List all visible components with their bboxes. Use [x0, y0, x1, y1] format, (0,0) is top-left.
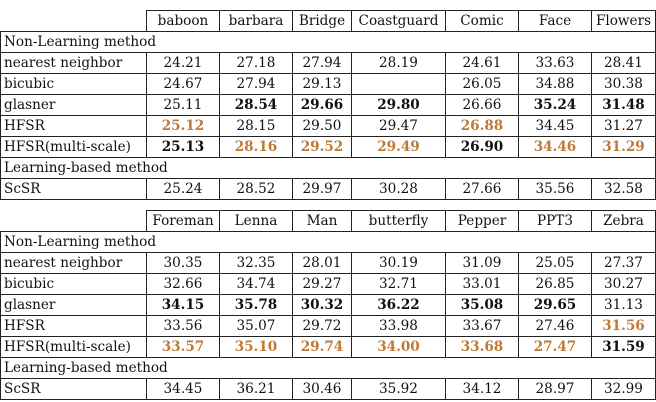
value-cell: 31.27 — [592, 116, 656, 137]
table-row — [1, 316, 656, 337]
value-cell: 25.11 — [147, 95, 220, 116]
table-row — [1, 95, 656, 116]
value-cell: 29.72 — [293, 316, 352, 337]
method-name: glasner — [1, 95, 147, 116]
value-cell: 27.37 — [592, 253, 656, 274]
column-header: Coastguard — [352, 11, 446, 32]
section-title: Learning-based method — [1, 358, 656, 379]
value-cell: 32.71 — [352, 274, 446, 295]
value-cell: 35.92 — [352, 379, 446, 400]
value-cell: 33.68 — [446, 337, 519, 358]
results-table-2 — [0, 210, 656, 400]
value-cell: 25.13 — [147, 137, 220, 158]
value-cell: 34.88 — [519, 74, 592, 95]
value-cell: 34.74 — [220, 274, 293, 295]
value-cell: 25.05 — [519, 253, 592, 274]
value-cell: 30.35 — [147, 253, 220, 274]
value-cell: 32.99 — [592, 379, 656, 400]
value-cell: 26.85 — [519, 274, 592, 295]
value-cell: 36.21 — [220, 379, 293, 400]
value-cell: 29.97 — [293, 179, 352, 200]
method-name: HFSR(multi-scale) — [1, 137, 147, 158]
value-cell: 32.35 — [220, 253, 293, 274]
value-cell: 29.65 — [519, 295, 592, 316]
header-row — [1, 11, 656, 32]
value-cell: 28.16 — [220, 137, 293, 158]
value-cell: 35.56 — [519, 179, 592, 200]
value-cell: 29.49 — [352, 137, 446, 158]
results-table-1 — [0, 10, 656, 200]
value-cell: 29.47 — [352, 116, 446, 137]
value-cell: 33.01 — [446, 274, 519, 295]
value-cell: 28.15 — [220, 116, 293, 137]
value-cell: 35.10 — [220, 337, 293, 358]
column-header: Pepper — [446, 211, 519, 232]
value-cell: 29.66 — [293, 95, 352, 116]
value-cell: 26.88 — [446, 116, 519, 137]
header-row — [1, 211, 656, 232]
method-name: ScSR — [1, 379, 147, 400]
value-cell: 24.67 — [147, 74, 220, 95]
value-cell: 35.07 — [220, 316, 293, 337]
column-header: Comic — [446, 11, 519, 32]
value-cell: 25.12 — [147, 116, 220, 137]
method-name: glasner — [1, 295, 147, 316]
value-cell: 34.46 — [519, 137, 592, 158]
value-cell: 33.57 — [147, 337, 220, 358]
value-cell: 31.48 — [592, 95, 656, 116]
value-cell: 29.27 — [293, 274, 352, 295]
table-row — [1, 74, 656, 95]
value-cell: 33.63 — [519, 53, 592, 74]
value-cell: 28.97 — [519, 379, 592, 400]
column-header: PPT3 — [519, 211, 592, 232]
value-cell: 34.45 — [147, 379, 220, 400]
column-header: Lenna — [220, 211, 293, 232]
value-cell: 25.24 — [147, 179, 220, 200]
section-row — [1, 358, 656, 379]
value-cell: 30.32 — [293, 295, 352, 316]
value-cell: 24.61 — [446, 53, 519, 74]
method-name: nearest neighbor — [1, 253, 147, 274]
corner-cell — [1, 11, 147, 32]
value-cell: 29.13 — [293, 74, 352, 95]
section-row — [1, 158, 656, 179]
column-header: Flowers — [592, 11, 656, 32]
section-title: Learning-based method — [1, 158, 656, 179]
method-name: bicubic — [1, 74, 147, 95]
column-header: Bridge — [293, 11, 352, 32]
table-row — [1, 253, 656, 274]
value-cell: 35.08 — [446, 295, 519, 316]
value-cell: 34.15 — [147, 295, 220, 316]
value-cell: 35.24 — [519, 95, 592, 116]
value-cell: 30.28 — [352, 179, 446, 200]
section-row — [1, 32, 656, 53]
table-row — [1, 274, 656, 295]
value-cell: 28.54 — [220, 95, 293, 116]
value-cell: 30.38 — [592, 74, 656, 95]
column-header: baboon — [147, 11, 220, 32]
column-header: barbara — [220, 11, 293, 32]
value-cell: 31.09 — [446, 253, 519, 274]
section-title: Non-Learning method — [1, 232, 656, 253]
value-cell: 27.47 — [519, 337, 592, 358]
value-cell: 27.94 — [220, 74, 293, 95]
value-cell: 26.90 — [446, 137, 519, 158]
column-header: Zebra — [592, 211, 656, 232]
value-cell: 34.45 — [519, 116, 592, 137]
section-row — [1, 232, 656, 253]
table-row — [1, 179, 656, 200]
column-header: butterfly — [352, 211, 446, 232]
method-name: HFSR — [1, 116, 147, 137]
value-cell: 33.98 — [352, 316, 446, 337]
table-row — [1, 137, 656, 158]
value-cell: 28.19 — [352, 53, 446, 74]
value-cell: 30.27 — [592, 274, 656, 295]
value-cell: 33.67 — [446, 316, 519, 337]
corner-cell — [1, 211, 147, 232]
column-header: Foreman — [147, 211, 220, 232]
value-cell: 28.01 — [293, 253, 352, 274]
value-cell: 26.66 — [446, 95, 519, 116]
value-cell: 27.18 — [220, 53, 293, 74]
value-cell: 32.66 — [147, 274, 220, 295]
table-row — [1, 53, 656, 74]
method-name: HFSR — [1, 316, 147, 337]
table-row — [1, 116, 656, 137]
section-title: Non-Learning method — [1, 32, 656, 53]
value-cell: 29.80 — [352, 95, 446, 116]
value-cell: 26.05 — [446, 74, 519, 95]
value-cell: 29.50 — [293, 116, 352, 137]
value-cell: 35.78 — [220, 295, 293, 316]
value-cell: 27.66 — [446, 179, 519, 200]
method-name: ScSR — [1, 179, 147, 200]
value-cell: 32.58 — [592, 179, 656, 200]
value-cell — [352, 74, 446, 95]
method-name: bicubic — [1, 274, 147, 295]
value-cell: 29.74 — [293, 337, 352, 358]
table-row — [1, 379, 656, 400]
value-cell: 31.59 — [592, 337, 656, 358]
value-cell: 31.56 — [592, 316, 656, 337]
column-header: Face — [519, 11, 592, 32]
method-name: HFSR(multi-scale) — [1, 337, 147, 358]
value-cell: 34.12 — [446, 379, 519, 400]
table-row — [1, 295, 656, 316]
column-header: Man — [293, 211, 352, 232]
value-cell: 30.46 — [293, 379, 352, 400]
value-cell: 34.00 — [352, 337, 446, 358]
value-cell: 27.94 — [293, 53, 352, 74]
value-cell: 29.52 — [293, 137, 352, 158]
value-cell: 28.52 — [220, 179, 293, 200]
value-cell: 28.41 — [592, 53, 656, 74]
value-cell: 31.29 — [592, 137, 656, 158]
value-cell: 31.13 — [592, 295, 656, 316]
method-name: nearest neighbor — [1, 53, 147, 74]
value-cell: 24.21 — [147, 53, 220, 74]
value-cell: 36.22 — [352, 295, 446, 316]
value-cell: 30.19 — [352, 253, 446, 274]
value-cell: 27.46 — [519, 316, 592, 337]
table-row — [1, 337, 656, 358]
value-cell: 33.56 — [147, 316, 220, 337]
